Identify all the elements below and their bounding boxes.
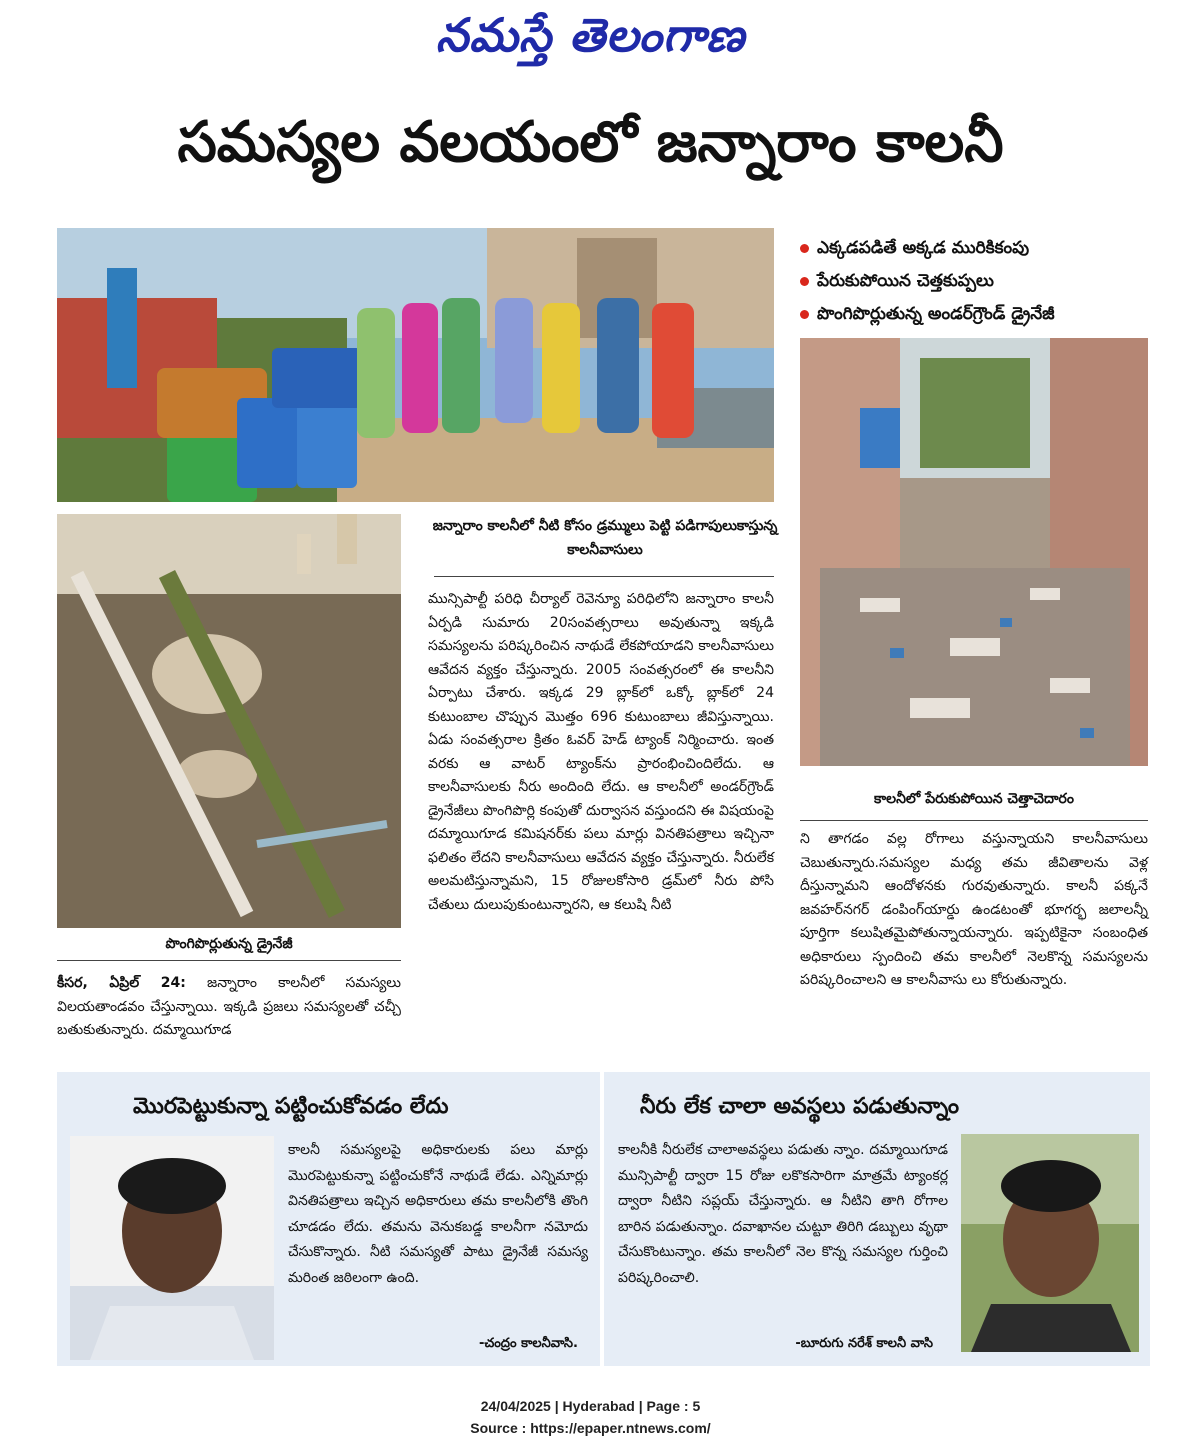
quote-title: నీరు లేక చాలా అవస్థలు పడుతున్నాం bbox=[640, 1094, 960, 1119]
highlight-item: ఎక్కడపడితే అక్కడ మురికికంపు bbox=[800, 232, 1160, 265]
quote-title: మొరపెట్టుకున్నా పట్టించుకోవడం లేదు bbox=[133, 1094, 449, 1119]
quote-body: కాలనీకి నీరులేక చాలాఅవస్థలు పడుతు న్నాం. దమ్మాయిగూడ మున్సిపాల్టీ ద్వారా 15 రోజు లకొకసారిగా మాత్రమే ట్యాంకర్ల ద్వారా నీటిని సప్లయ్ చేస్తున్నారు. ఆ నీటిని తాగి రోగాల బారిన పడుతున్నాం. దవాఖానల చుట్టూ తిరిగి డబ్బులు వృథా చేసుకొంటున్నాం. తమ కాలనీలో నెల కొన్న సమస్యల గుర్తించి పరిష్కరించాలి. bbox=[618, 1142, 948, 1286]
highlights-list bbox=[800, 232, 1160, 331]
drainage-photo bbox=[57, 514, 401, 928]
highlight-item: పొంగిపొర్లుతున్న అండర్‌గ్రౌండ్ డ్రైనేజీ bbox=[800, 298, 1160, 331]
drainage-photo-caption: పొంగిపొర్లుతున్న డ్రైనేజీ bbox=[165, 936, 293, 952]
garbage-photo bbox=[800, 338, 1148, 766]
bullet-dot-icon bbox=[800, 277, 809, 286]
garbage-photo-caption: కాలనీలో పేరుకుపోయిన చెత్తాచెదారం bbox=[874, 791, 1074, 807]
footer-source-link[interactable]: Source : https://epaper.ntnews.com/ bbox=[470, 1420, 711, 1436]
footer-date-page: 24/04/2025 | Hyderabad | Page : 5 bbox=[480, 1398, 701, 1414]
article-text: జన్నారాం కాలనీలో సమస్యలు విలయతాండవం చేస్తున్నాయి. ఇక్కడి ప్రజలు సమస్యలతో చచ్చీ బతుకుతున్నారు. దమ్మాయిగూడ bbox=[57, 975, 402, 1038]
portrait-naresh bbox=[961, 1134, 1139, 1352]
portrait-chandram bbox=[70, 1136, 274, 1360]
bullet-dot-icon bbox=[800, 310, 809, 319]
quote-body: కాలనీ సమస్యలపై అధికారులకు పలు మార్లు మొరపెట్టుకున్నా పట్టించుకోనే నాథుడే లేడు. ఎన్నిమార్లు వినతిపత్రాలు ఇచ్చిన అధికారులు తమ కాలనీలోకి తొంగి చూడడం లేదు. తమను వెనుకబడ్డ కాలనీగా నమోదు చేసుకొన్నారు. నీటి సమస్యతో పాటు డ్రైనేజీ సమస్య మరింత జఠిలంగా ఉంది. bbox=[288, 1142, 588, 1286]
main-photo-women-with-drums bbox=[57, 228, 774, 502]
caption-divider bbox=[434, 576, 774, 577]
caption-divider bbox=[800, 820, 1148, 821]
highlight-item: పేరుకుపోయిన చెత్తకుప్పలు bbox=[800, 265, 1160, 298]
bullet-dot-icon bbox=[800, 244, 809, 253]
quote-signature: -చంద్రం కాలనీవాసి. bbox=[478, 1336, 578, 1351]
article-text: మున్సిపాల్టీ పరిధి చీర్యాల్ రెవెన్యూ పరిధిలోని జన్నారాం కాలనీ ఏర్పడి సుమారు 20సంవత్సరాలు అవుతున్నా ఇక్కడి సమస్యలను పరిష్కరించిన నాథుడే లేకపోయాడని కాలనీవాసులు ఆవేదన వ్యక్తం చేస్తున్నారు. 2005 సంవత్సరంలో ఈ కాలనీని ఏర్పాటు చేశారు. ఇక్కడ 29 బ్లాక్‌లో ఒక్కో బ్లాక్‌లో 24 కుటుంబాల చొప్పున మొత్తం 696 కుటుంబాలు జీవిస్తున్నాయి. ఏడు సంవత్సరాల క్రితం ఓవర్ హెడ్ ట్యాంక్ నిర్మించారు. ఇంత వరకు ఆ వాటర్ ట్యాంక్‌ను ప్రారంభించిందిలేదు. ఆ కాలనీవాసులకు నీరు అందింది లేదు. ఆ కాలనీలో అండర్‌గ్రౌండ్ డ్రైనేజీలు పొంగిపొర్లి కంపుతో దుర్వాసన వస్తుందని ఈ విషయంపై దమ్మాయిగూడ కమిషనర్‌కు పలు మార్లు వినతిపత్రాలు ఇచ్చినా ఫలితం లేదని కాలనీవాసులు ఆవేదన వ్యక్తం చేస్తున్నారు. నీరులేక అలమటిస్తున్నామని, 15 రోజులకోసారి డ్రమ్‌లో నీరు పోసి చేతులు దులుపుకుంటున్నారని, ఆ కలుషి నీటి bbox=[428, 591, 774, 913]
quote-signature: -బూరుగు నరేశ్ కాలనీ వాసి bbox=[795, 1336, 933, 1351]
article-dateline: కీసర, ఏప్రిల్ 24: bbox=[57, 975, 186, 991]
article-column-2 bbox=[428, 588, 774, 917]
article-text: ని తాగడం వల్ల రోగాలు వస్తున్నాయని కాలనీవాసులు చెబుతున్నారు.సమస్యల మధ్య తమ జీవితాలను వెళ్ల దీస్తున్నామని ఆందోళనకు గురవుతున్నారు. కాలనీ పక్కనే జవహర్‌నగర్ డంపింగ్‌యార్డు ఉండటంతో భూగర్భ జలాలన్నీ పూర్తిగా కలుషితమైపోతున్నాయన్నారు. ఇప్పటికైనా సంబంధిత అధికారులు స్పందించి తమ కాలనీలో నెలకొన్న సమస్యలను పరిష్కరించాలని ఆ కాలనీవాసు లు కోరుతున్నారు. bbox=[800, 831, 1148, 988]
main-photo-caption: జన్నారాం కాలనీలో నీటి కోసం డ్రమ్ములు పెట్టి పడిగాపులుకాస్తున్న కాలనీవాసులు bbox=[432, 518, 778, 558]
caption-divider bbox=[57, 960, 401, 961]
article-column-1 bbox=[57, 972, 401, 1043]
article-column-3 bbox=[800, 828, 1148, 993]
masthead-logo: నమస్తే తెలంగాణ bbox=[435, 8, 746, 62]
page-headline: సమస్యల వలయంలో జన్నారాం కాలనీ bbox=[177, 110, 1004, 175]
